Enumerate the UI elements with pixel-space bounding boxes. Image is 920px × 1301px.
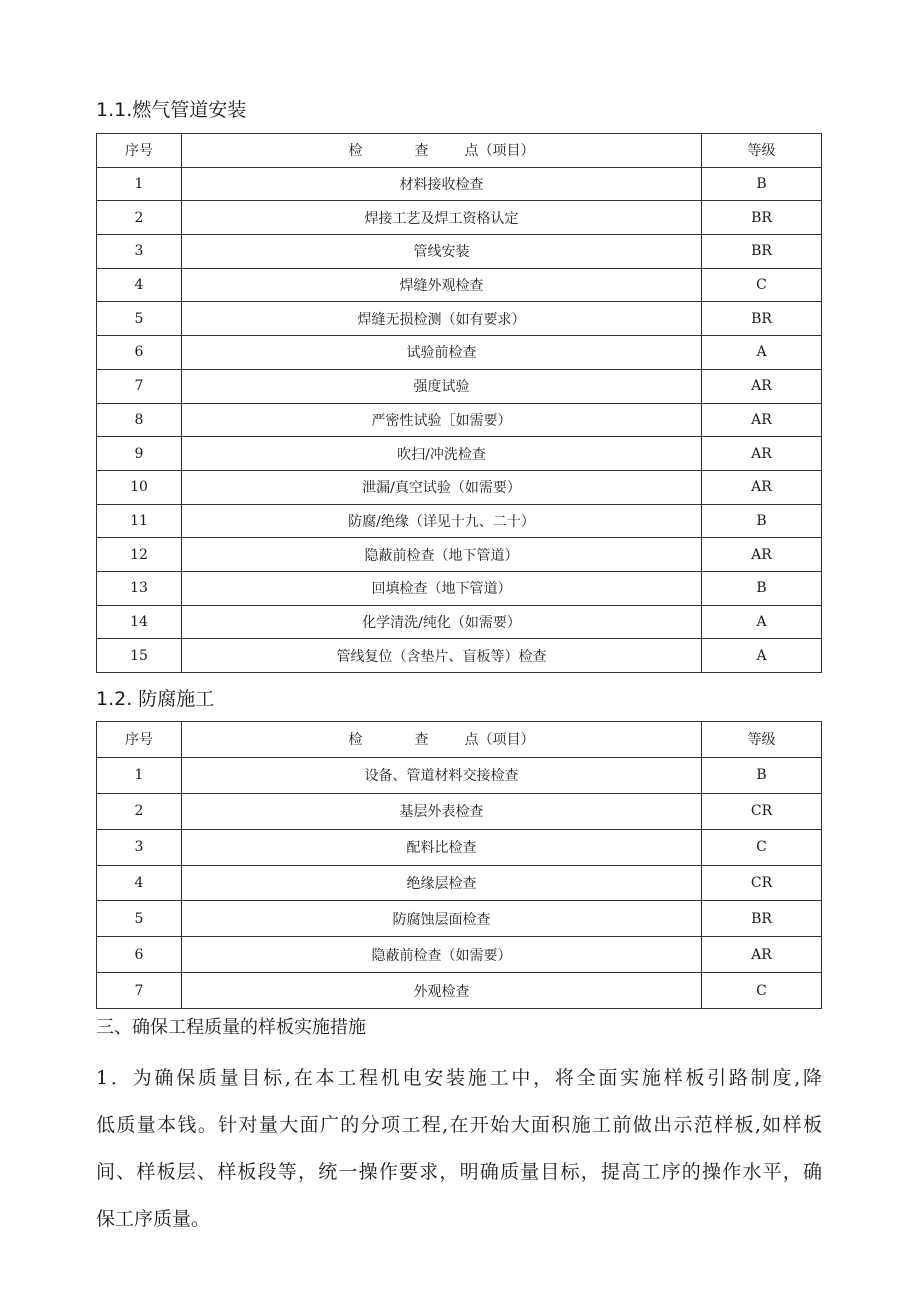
table-row <box>97 235 822 269</box>
table-row <box>97 504 822 538</box>
paragraph-line: 1．为确保质量目标,在本工程机电安装施工中，将全面实施样板引路制度,降 <box>96 1067 822 1089</box>
row-number-cell: 3 <box>97 829 182 865</box>
table-row <box>97 793 822 829</box>
grade-cell: C <box>702 268 822 302</box>
header-no: 序号 <box>97 134 182 168</box>
grade-cell: B <box>702 757 822 793</box>
check-point-cell: 强度试验 <box>182 369 702 403</box>
grade-cell: A <box>702 336 822 370</box>
table-row <box>97 973 822 1009</box>
grade-cell: C <box>702 829 822 865</box>
table-row <box>97 829 822 865</box>
table-row <box>97 336 822 370</box>
header-point-part-b: 查 <box>414 732 429 749</box>
grade-cell: A <box>702 639 822 673</box>
grade-cell: BR <box>702 901 822 937</box>
table-row <box>97 901 822 937</box>
row-number-cell: 13 <box>97 571 182 605</box>
check-point-cell: 试验前检查 <box>182 336 702 370</box>
table-header-row <box>97 722 822 758</box>
paragraph-line: 低质量本钱。针对量大面广的分项工程,在开始大面积施工前做出示范样板,如样板 <box>96 1114 822 1136</box>
table-row <box>97 470 822 504</box>
check-point-cell: 焊缝无损检测（如有要求） <box>182 302 702 336</box>
check-point-cell: 防腐/绝缘（详见十九、二十） <box>182 504 702 538</box>
check-point-cell: 外观检查 <box>182 973 702 1009</box>
grade-cell: B <box>702 167 822 201</box>
grade-cell: B <box>702 571 822 605</box>
check-point-cell: 设备、管道材料交接检查 <box>182 757 702 793</box>
grade-cell: AR <box>702 403 822 437</box>
check-point-cell: 防腐蚀层面检查 <box>182 901 702 937</box>
table-row <box>97 302 822 336</box>
gas-pipe-inspection-table <box>96 133 822 673</box>
grade-cell: B <box>702 504 822 538</box>
check-point-cell: 基层外表检查 <box>182 793 702 829</box>
check-point-cell: 回填检查（地下管道） <box>182 571 702 605</box>
row-number-cell: 7 <box>97 369 182 403</box>
table-row <box>97 538 822 572</box>
row-number-cell: 5 <box>97 901 182 937</box>
table-row <box>97 757 822 793</box>
header-point-part-b: 查 <box>414 143 429 160</box>
grade-cell: AR <box>702 538 822 572</box>
header-check-point <box>182 722 702 758</box>
table-row <box>97 571 822 605</box>
header-point-part-a: 检 <box>348 143 363 160</box>
table-row <box>97 201 822 235</box>
header-level: 等级 <box>702 722 822 758</box>
check-point-cell: 焊缝外观检查 <box>182 268 702 302</box>
row-number-cell: 4 <box>97 268 182 302</box>
check-point-cell: 焊接工艺及焊工资格认定 <box>182 201 702 235</box>
check-point-cell: 配料比检查 <box>182 829 702 865</box>
header-check-point <box>182 134 702 168</box>
section-heading-anticorrosion: 1.2. 防腐施工 <box>96 688 215 710</box>
row-number-cell: 1 <box>97 757 182 793</box>
row-number-cell: 4 <box>97 865 182 901</box>
header-point-part-c: 点（项目） <box>464 143 535 160</box>
check-point-cell: 严密性试验［如需要） <box>182 403 702 437</box>
table-row <box>97 268 822 302</box>
section-heading-gas-pipe: 1.1.燃气管道安装 <box>96 99 247 121</box>
row-number-cell: 6 <box>97 336 182 370</box>
table-row <box>97 605 822 639</box>
row-number-cell: 10 <box>97 470 182 504</box>
table-row <box>97 403 822 437</box>
row-number-cell: 15 <box>97 639 182 673</box>
table-row <box>97 437 822 471</box>
check-point-cell: 绝缘层检查 <box>182 865 702 901</box>
grade-cell: BR <box>702 235 822 269</box>
table-row <box>97 865 822 901</box>
row-number-cell: 3 <box>97 235 182 269</box>
row-number-cell: 14 <box>97 605 182 639</box>
row-number-cell: 2 <box>97 793 182 829</box>
paragraph-line: 保工序质量。 <box>96 1208 211 1230</box>
grade-cell: AR <box>702 437 822 471</box>
table-body <box>97 167 822 672</box>
grade-cell: AR <box>702 369 822 403</box>
table-header-row <box>97 134 822 168</box>
grade-cell: A <box>702 605 822 639</box>
header-point-part-c: 点（项目） <box>464 732 535 749</box>
grade-cell: AR <box>702 937 822 973</box>
check-point-cell: 材料接收检查 <box>182 167 702 201</box>
check-point-cell: 管线安装 <box>182 235 702 269</box>
table-row <box>97 937 822 973</box>
check-point-cell: 隐蔽前检查（如需要） <box>182 937 702 973</box>
row-number-cell: 5 <box>97 302 182 336</box>
check-point-cell: 管线复位（含垫片、盲板等）检查 <box>182 639 702 673</box>
grade-cell: C <box>702 973 822 1009</box>
row-number-cell: 11 <box>97 504 182 538</box>
row-number-cell: 7 <box>97 973 182 1009</box>
section-heading-sample-measures: 三、确保工程质量的样板实施措施 <box>96 1017 366 1038</box>
paragraph-line: 间、样板层、样板段等，统一操作要求，明确质量目标，提高工序的操作水平，确 <box>96 1161 822 1183</box>
row-number-cell: 12 <box>97 538 182 572</box>
header-level: 等级 <box>702 134 822 168</box>
grade-cell: BR <box>702 201 822 235</box>
row-number-cell: 2 <box>97 201 182 235</box>
grade-cell: CR <box>702 865 822 901</box>
grade-cell: AR <box>702 470 822 504</box>
check-point-cell: 泄漏/真空试验（如需要） <box>182 470 702 504</box>
table-row <box>97 167 822 201</box>
check-point-cell: 吹扫/冲洗检查 <box>182 437 702 471</box>
header-point-part-a: 检 <box>348 732 363 749</box>
check-point-cell: 化学清洗/纯化（如需要） <box>182 605 702 639</box>
check-point-cell: 隐蔽前检查（地下管道） <box>182 538 702 572</box>
anticorrosion-inspection-table <box>96 721 822 1009</box>
header-no: 序号 <box>97 722 182 758</box>
table-row <box>97 639 822 673</box>
row-number-cell: 8 <box>97 403 182 437</box>
row-number-cell: 6 <box>97 937 182 973</box>
row-number-cell: 9 <box>97 437 182 471</box>
grade-cell: CR <box>702 793 822 829</box>
row-number-cell: 1 <box>97 167 182 201</box>
table-body <box>97 757 822 1008</box>
grade-cell: BR <box>702 302 822 336</box>
table-row <box>97 369 822 403</box>
